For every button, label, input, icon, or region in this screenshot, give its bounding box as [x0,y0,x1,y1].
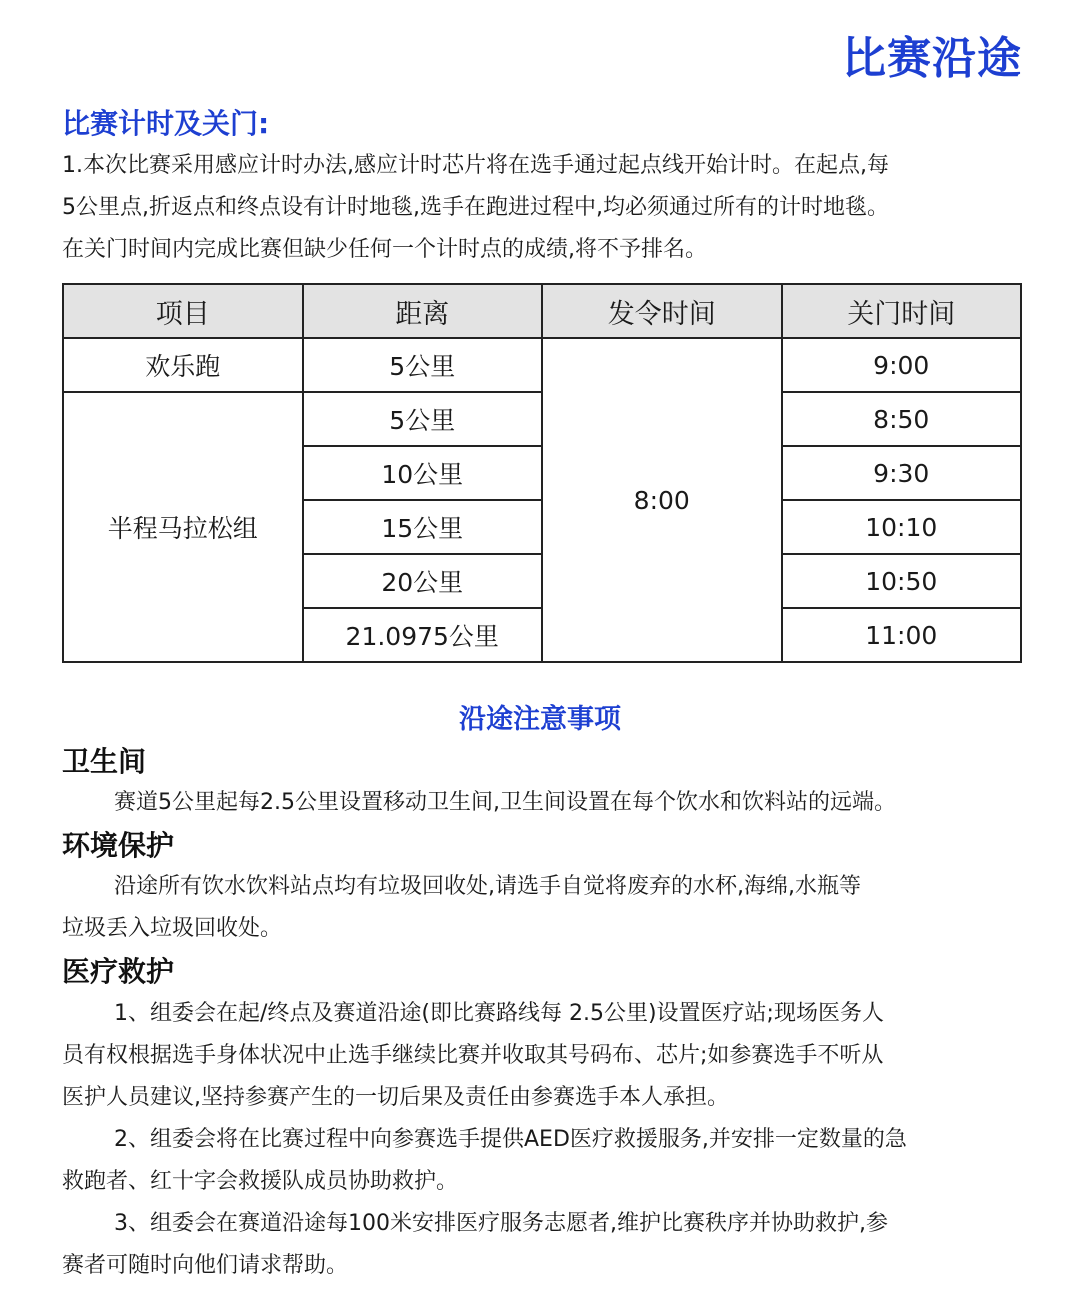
medical-line: 3、组委会在赛道沿途每100米安排医疗服务志愿者,维护比赛秩序并协助救护,参 [114,1211,888,1236]
environment-heading: 环境保护 [62,829,175,862]
notes-title: 沿途注意事项 [459,704,621,735]
timing-table [62,283,1022,663]
header-start-time: 发令时间 [542,284,782,338]
header-close-time: 关门时间 [782,284,1022,338]
table-row [63,338,1021,392]
medical-text [62,993,1052,1287]
close-time-cell: 10:10 [782,500,1022,554]
distance-cell: 5公里 [303,392,543,446]
distance-cell: 20公里 [303,554,543,608]
start-time-cell: 8:00 [542,338,782,662]
close-time-cell: 10:50 [782,554,1022,608]
restroom-text [62,782,1052,824]
close-time-cell: 8:50 [782,392,1022,446]
restroom-heading: 卫生间 [62,745,147,778]
medical-line: 1、组委会在起/终点及赛道沿途(即比赛路线每 2.5公里)设置医疗站;现场医务人 [114,1001,884,1026]
intro-line: 在关门时间内完成比赛但缺少任何一个计时点的成绩,将不予排名。 [62,237,707,262]
timing-heading: 比赛计时及关门: [62,107,270,140]
distance-cell: 10公里 [303,446,543,500]
header-event: 项目 [63,284,303,338]
distance-cell: 15公里 [303,500,543,554]
medical-line: 医护人员建议,坚持参赛产生的一切后果及责任由参赛选手本人承担。 [62,1085,729,1110]
intro-line: 5公里点,折返点和终点设有计时地毯,选手在跑进过程中,均必须通过所有的计时地毯。 [62,195,889,220]
medical-heading: 医疗救护 [62,955,175,988]
medical-line: 员有权根据选手身体状况中止选手继续比赛并收取其号码布、芯片;如参赛选手不听从 [62,1043,884,1068]
intro-line: 1.本次比赛采用感应计时办法,感应计时芯片将在选手通过起点线开始计时。在起点,每 [62,153,889,178]
close-time-cell: 11:00 [782,608,1022,662]
event-fun-run: 欢乐跑 [63,338,303,392]
close-time-cell: 9:00 [782,338,1022,392]
event-half-marathon: 半程马拉松组 [63,392,303,662]
distance-cell: 21.0975公里 [303,608,543,662]
timing-intro [62,145,1052,271]
environment-text [62,866,1052,950]
table-header-row [63,284,1021,338]
medical-line: 赛者可随时向他们请求帮助。 [62,1253,349,1278]
environment-line: 沿途所有饮水饮料站点均有垃圾回收处,请选手自觉将废弃的水杯,海绵,水瓶等 [114,874,861,899]
distance-cell: 5公里 [303,338,543,392]
medical-line: 2、组委会将在比赛过程中向参赛选手提供AED医疗救援服务,并安排一定数量的急 [114,1127,907,1152]
page-title: 比赛沿途 [842,33,1022,84]
header-distance: 距离 [303,284,543,338]
restroom-line: 赛道5公里起每2.5公里设置移动卫生间,卫生间设置在每个饮水和饮料站的远端。 [114,790,896,815]
environment-line: 垃圾丢入垃圾回收处。 [62,916,283,941]
medical-line: 救跑者、红十字会救援队成员协助救护。 [62,1169,459,1194]
close-time-cell: 9:30 [782,446,1022,500]
